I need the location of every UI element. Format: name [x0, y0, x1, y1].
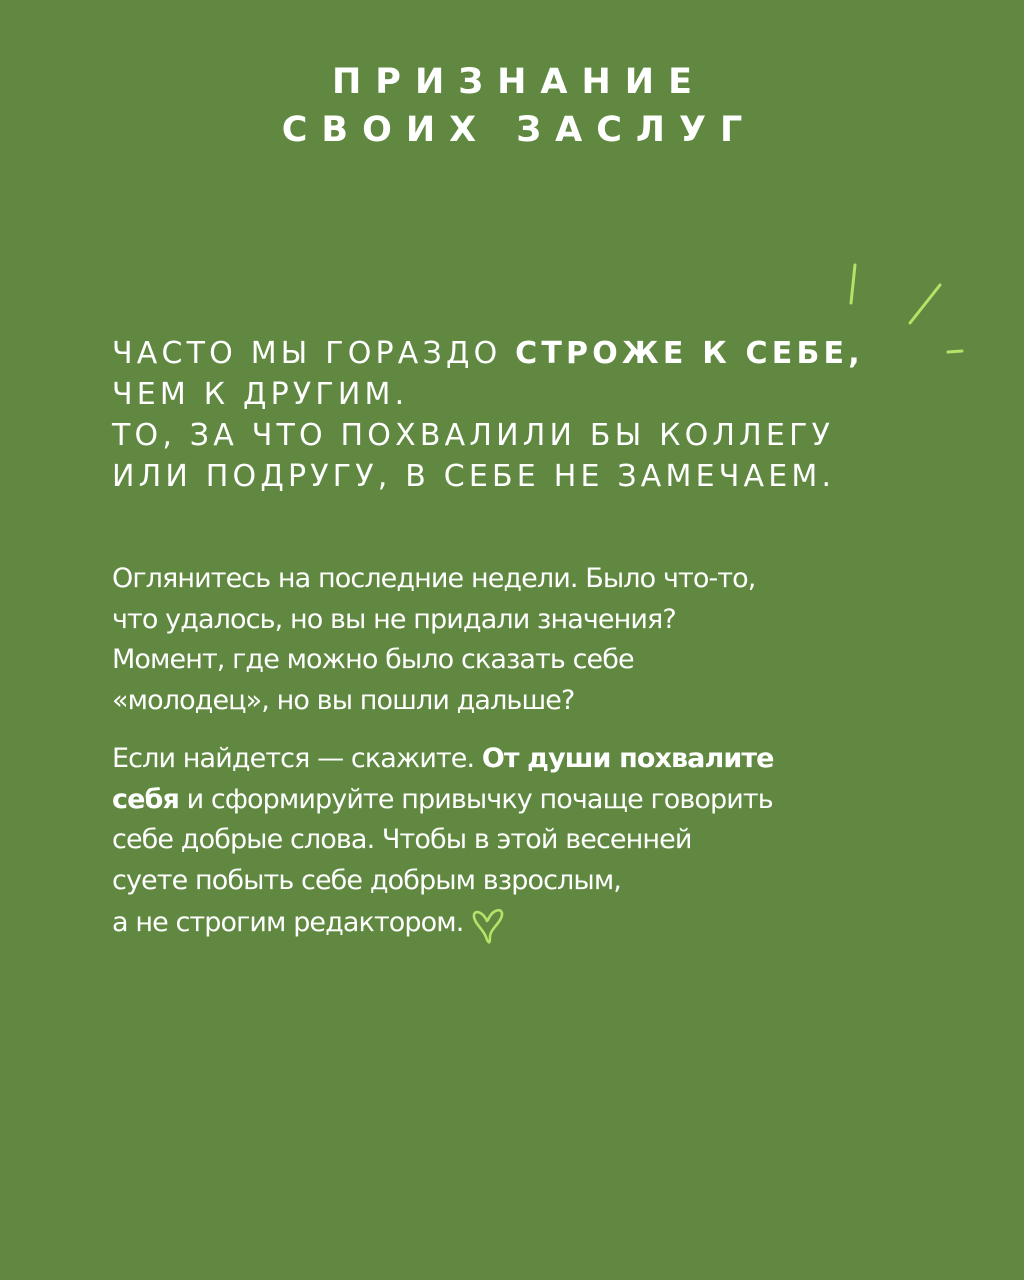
paragraph-2: [112, 739, 972, 945]
title-line-2: СВОИХ ЗАСЛУГ: [281, 110, 757, 150]
title-line-1: ПРИЗНАНИЕ: [332, 62, 706, 102]
lead-line-1-start: ЧАСТО МЫ ГОРАЗДО: [112, 336, 516, 371]
paragraph-2-line-1-start: Если найдется — скажите.: [112, 743, 482, 774]
lead-text: [112, 333, 992, 497]
paragraph-2-line-2: [112, 780, 972, 821]
paragraph-1-line-1: Оглянитесь на последние недели. Было что-то,: [112, 563, 756, 594]
paragraph-1-line-4: «молодец», но вы пошли дальше?: [112, 684, 575, 716]
paragraph-2-line-2-rest: и сформируйте привычку почаще говорить: [178, 783, 773, 815]
paragraph-2-line-1: [112, 739, 972, 780]
page-title: [0, 58, 1024, 154]
lead-line-2: ЧЕМ К ДРУГИМ.: [112, 377, 409, 412]
lead-line-3: ТО, ЗА ЧТО ПОХВАЛИЛИ БЫ КОЛЛЕГУ: [112, 418, 835, 453]
paragraph-1-line-3: Момент, где можно было сказать себе: [112, 644, 634, 675]
paragraph-2-line-3: себе добрые слова. Чтобы в этой весенней: [112, 824, 692, 855]
heart-doodle-icon: [471, 901, 505, 945]
paragraph-2-emphasis-1: От души похвалите: [481, 743, 774, 774]
lead-emphasis: СТРОЖЕ К СЕБЕ,: [515, 336, 864, 371]
paragraph-2-line-5: [112, 901, 972, 945]
paragraph-2-line-4: суете побыть себе добрым взрослым,: [112, 864, 621, 896]
lead-line-1: [112, 333, 992, 374]
paragraph-1: [112, 559, 972, 721]
lead-line-4: ИЛИ ПОДРУГУ, В СЕБЕ НЕ ЗАМЕЧАЕМ.: [112, 459, 836, 494]
paragraph-2-line-5-text: а не строгим редактором.: [112, 907, 464, 938]
paragraph-1-line-2: что удалось, но вы не придали значения?: [112, 603, 676, 635]
paragraph-2-emphasis-2: себя: [112, 783, 179, 815]
